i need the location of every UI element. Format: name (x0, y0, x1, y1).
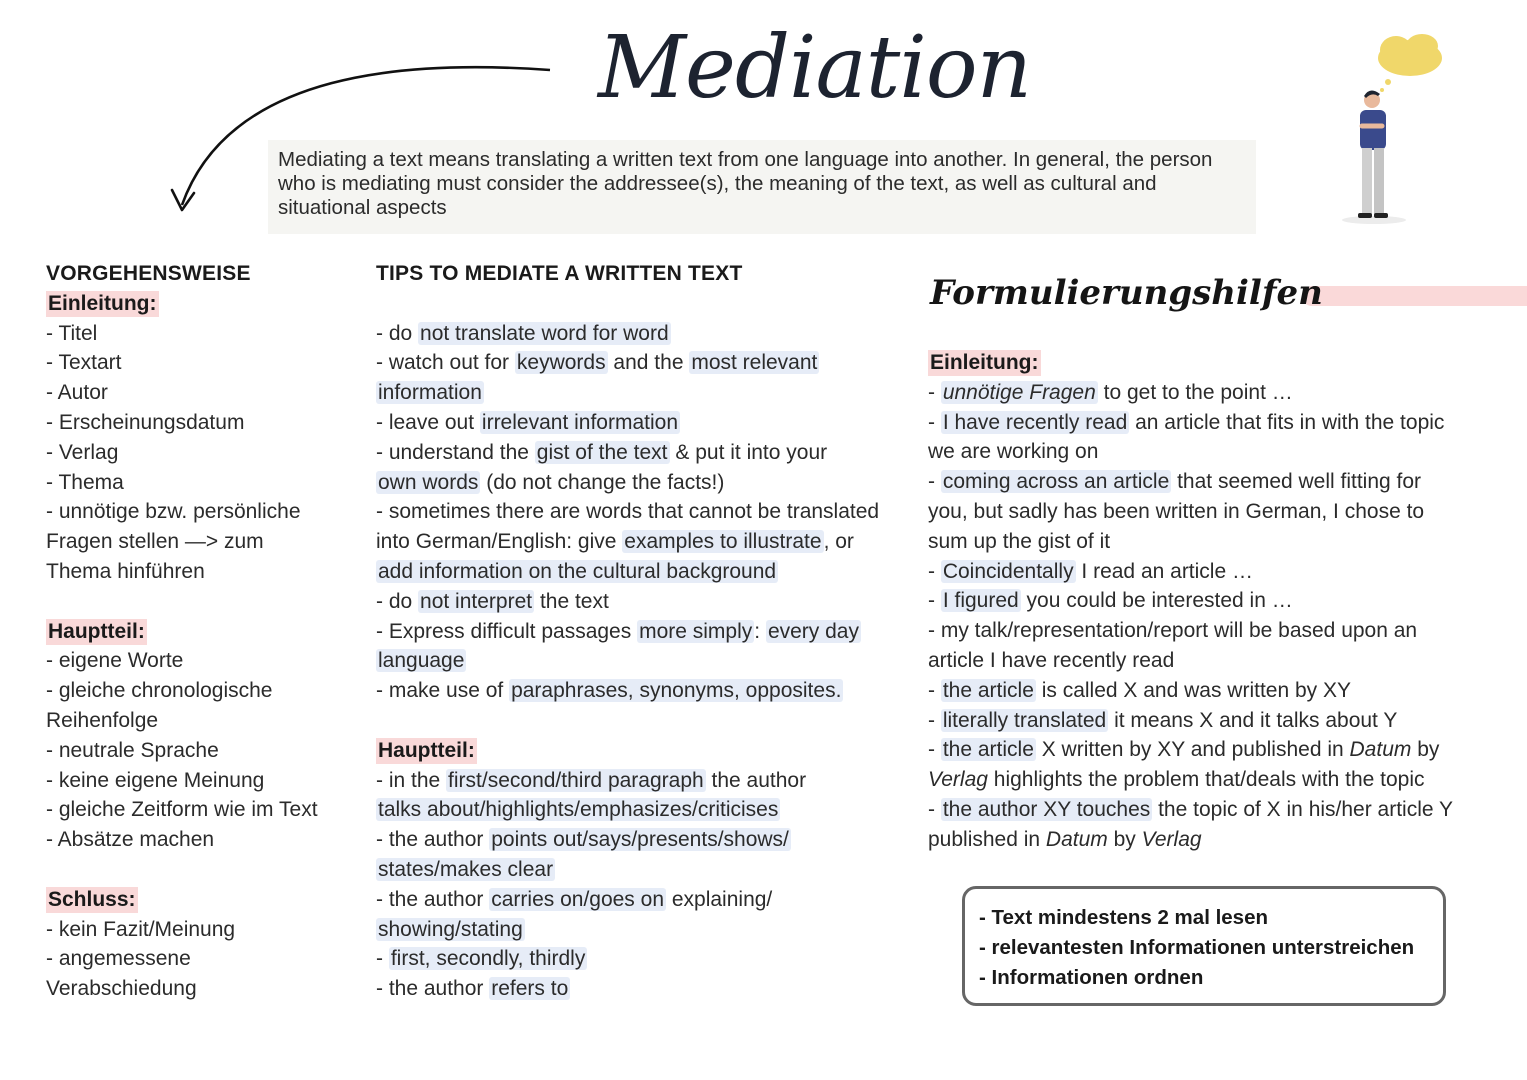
text-segment: X written by XY and published in (1035, 738, 1350, 762)
text-segment: - (928, 738, 941, 762)
list-item (928, 795, 1518, 825)
text-segment: the text (534, 589, 609, 613)
highlighted-phrase: literally translated (942, 708, 1107, 732)
text-segment: it means X and it talks about Y (1108, 708, 1398, 732)
list-item: - angemessene (46, 947, 191, 971)
tips-hauptteil-list (376, 766, 916, 1004)
text-segment: Datum (1349, 738, 1412, 762)
list-item (928, 527, 1518, 557)
highlighted-phrase: the article (942, 678, 1034, 702)
text-segment: sum up the gist of it (928, 529, 1111, 553)
text-segment: - (376, 947, 389, 971)
text-segment: - (928, 589, 941, 613)
highlighted-phrase: talks about/highlights/emphasizes/criticises (378, 798, 779, 822)
text-segment: - (928, 380, 941, 404)
text-segment: published in (928, 827, 1046, 851)
list-item (928, 646, 1518, 676)
list-item (928, 557, 1518, 587)
procedure-heading: VORGEHENSWEISE (46, 262, 251, 285)
text-segment: highlights the problem that/deals with the topic (987, 768, 1425, 792)
highlighted-phrase: coming across an article (942, 470, 1170, 494)
text-segment: explaining/ (666, 887, 773, 911)
text-segment: Verlag (1141, 827, 1202, 851)
text-segment: - (928, 797, 941, 821)
highlighted-phrase: showing/stating (378, 917, 523, 941)
highlighted-phrase: examples to illustrate (624, 530, 822, 554)
text-segment: - (928, 708, 941, 732)
procedure-column (46, 259, 366, 1004)
text-segment: is called X and was written by XY (1035, 678, 1352, 702)
list-item: - gleiche Zeitform wie im Text (46, 798, 318, 822)
list-item (376, 676, 916, 706)
einleitung-list (46, 319, 366, 587)
phrases-heading: Formulierungshilfen (930, 273, 1323, 313)
list-item: - Thema (46, 470, 124, 494)
text-segment: - do (376, 589, 419, 613)
tips-column (376, 259, 916, 1004)
highlighted-phrase: information (378, 381, 482, 405)
text-segment: - (928, 410, 941, 434)
list-item: - Absätze machen (46, 828, 215, 852)
text-segment: Verlag (928, 768, 988, 792)
highlighted-phrase: the author XY touches (942, 797, 1151, 821)
list-item (376, 766, 916, 796)
list-item (376, 646, 916, 676)
highlighted-phrase: first/second/third paragraph (448, 768, 704, 792)
list-item (928, 408, 1518, 438)
text-segment: and the (607, 351, 690, 375)
list-item: Verabschiedung (46, 977, 197, 1001)
text-segment: - the author (376, 887, 490, 911)
tip-item: - relevantesten Informationen unterstreichen (979, 936, 1415, 959)
highlighted-phrase: language (378, 649, 465, 673)
thinking-person-illustration (1330, 30, 1450, 230)
text-segment: that seemed well fitting for (1171, 470, 1422, 494)
tips-list (376, 319, 916, 706)
highlighted-phrase: I figured (942, 589, 1019, 613)
list-item: - neutrale Sprache (46, 738, 219, 762)
schluss-label: Schluss: (48, 887, 136, 911)
list-item (928, 676, 1518, 706)
text-segment: - Express difficult passages (376, 619, 638, 643)
highlighted-phrase: paraphrases, synonyms, opposites. (511, 679, 842, 703)
text-segment: - my talk/representation/report will be based upon an (928, 619, 1418, 643)
text-segment: - (928, 678, 941, 702)
list-item (928, 765, 1518, 795)
highlighted-phrase: I have recently read (942, 410, 1128, 434)
list-item (928, 497, 1518, 527)
text-segment: - leave out (376, 410, 480, 434)
highlighted-phrase: irrelevant information (481, 410, 678, 434)
highlighted-phrase: keywords (516, 351, 606, 375)
list-item (928, 437, 1518, 467)
highlighted-phrase: first, secondly, thirdly (390, 947, 586, 971)
list-item: - gleiche chronologische (46, 679, 273, 703)
list-item (928, 706, 1518, 736)
heading-underline-bar (1302, 286, 1527, 306)
list-item (376, 468, 916, 498)
list-item (928, 586, 1518, 616)
list-item (928, 467, 1518, 497)
list-item: - keine eigene Meinung (46, 768, 265, 792)
text-segment: you, but sadly has been written in German, I chose to (928, 499, 1425, 523)
list-item: - unnötige bzw. persönliche (46, 500, 301, 524)
list-item (376, 378, 916, 408)
list-item (376, 617, 916, 647)
einleitung-label: Einleitung: (48, 291, 157, 315)
phrases-column (928, 348, 1518, 855)
list-item (376, 319, 916, 349)
text-segment: by (1107, 827, 1142, 851)
highlighted-phrase: own words (378, 470, 479, 494)
list-item (376, 587, 916, 617)
list-item (376, 557, 916, 587)
highlighted-phrase: states/makes clear (378, 857, 554, 881)
text-segment: , or (823, 530, 854, 554)
hauptteil-list (46, 646, 366, 855)
thought-cloud-icon (1378, 34, 1442, 92)
list-item (376, 497, 916, 527)
list-item: Fragen stellen —> zum (46, 530, 264, 554)
phrases-list (928, 378, 1518, 855)
text-segment: & put it into your (669, 440, 828, 464)
text-segment: - the author (376, 977, 490, 1001)
list-item (928, 378, 1518, 408)
list-item (376, 944, 916, 974)
list-item (928, 616, 1518, 646)
list-item: Reihenfolge (46, 708, 159, 732)
text-segment: - (928, 470, 941, 494)
text-segment: an article that fits in with the topic (1129, 410, 1445, 434)
list-item: - Autor (46, 381, 108, 405)
text-segment: (do not change the facts!) (480, 470, 725, 494)
text-segment: : (754, 619, 766, 643)
text-segment: the topic of X in his/her article Y (1152, 797, 1454, 821)
highlighted-phrase: not translate word for word (420, 321, 669, 345)
text-segment: by (1411, 738, 1440, 762)
list-item (376, 974, 916, 1004)
reading-tips-box (962, 886, 1446, 1006)
hauptteil-label: Hauptteil: (48, 619, 145, 643)
text-segment: - watch out for (376, 351, 515, 375)
highlighted-phrase: gist of the text (536, 440, 668, 464)
text-segment: article I have recently read (928, 648, 1175, 672)
list-item (376, 408, 916, 438)
tip-item: - Informationen ordnen (979, 966, 1204, 989)
text-segment: - in the (376, 768, 447, 792)
text-segment: to get to the point … (1097, 380, 1293, 404)
highlighted-phrase: add information on the cultural background (378, 559, 777, 583)
list-item: - Titel (46, 321, 98, 345)
phrases-einleitung-label: Einleitung: (930, 351, 1039, 374)
tip-item: - Text mindestens 2 mal lesen (979, 906, 1269, 929)
tips-hauptteil-label: Hauptteil: (378, 738, 475, 762)
highlighted-phrase: carries on/goes on (491, 887, 665, 911)
list-item: - Verlag (46, 440, 119, 464)
highlighted-phrase: not interpret (420, 589, 533, 613)
highlighted-phrase: more simply (639, 619, 753, 643)
highlighted-phrase: Coincidentally (942, 559, 1074, 583)
highlighted-phrase: refers to (491, 977, 569, 1001)
list-item (928, 735, 1518, 765)
list-item (376, 855, 916, 885)
text-segment: - the author (376, 828, 490, 852)
intro-text: Mediating a text means translating a written text from one language into another. In general, the person who is mediating must consider the addressee(s), the meaning of the text, as well as cultural and situational aspects (268, 140, 1256, 234)
text-segment: - do (376, 321, 419, 345)
text-segment: Datum (1045, 827, 1108, 851)
list-item: - Textart (46, 351, 122, 375)
list-item (928, 825, 1518, 855)
text-segment: you could be interested in … (1020, 589, 1293, 613)
schluss-list (46, 915, 366, 1004)
list-item: - eigene Worte (46, 649, 184, 673)
highlighted-phrase: points out/says/presents/shows/ (491, 828, 789, 852)
list-item (376, 438, 916, 468)
highlighted-phrase: most relevant (691, 351, 818, 375)
text-segment: into German/English: give (376, 530, 623, 554)
list-item (376, 527, 916, 557)
list-item (376, 795, 916, 825)
list-item: - kein Fazit/Meinung (46, 917, 236, 941)
list-item (376, 825, 916, 855)
highlighted-phrase: unnötige Fragen (942, 380, 1096, 404)
text-segment: - make use of (376, 679, 510, 703)
highlighted-phrase: the article (942, 738, 1034, 762)
list-item (376, 885, 916, 915)
list-item (376, 348, 916, 378)
text-segment: - (928, 559, 941, 583)
list-item: - Erscheinungsdatum (46, 410, 245, 434)
list-item (376, 915, 916, 945)
text-segment: - sometimes there are words that cannot be translated (376, 500, 880, 524)
text-segment: the author (705, 768, 807, 792)
highlighted-phrase: every day (767, 619, 859, 643)
page-title: Mediation (598, 18, 1032, 118)
list-item: Thema hinführen (46, 559, 205, 583)
text-segment: we are working on (928, 440, 1099, 464)
text-segment: I read an article … (1075, 559, 1253, 583)
tips-heading: TIPS TO MEDIATE A WRITTEN TEXT (376, 262, 743, 285)
text-segment: - understand the (376, 440, 535, 464)
